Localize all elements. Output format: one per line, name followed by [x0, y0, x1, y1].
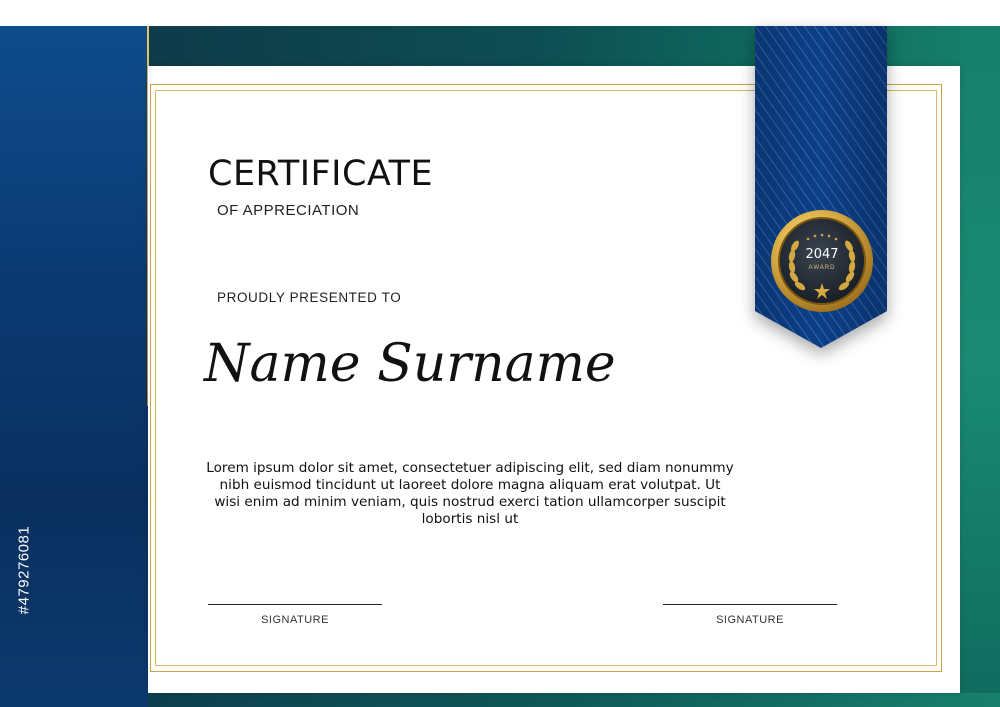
signature-line-right: [663, 604, 837, 605]
certificate-title: CERTIFICATE: [208, 154, 434, 194]
seal-year: 2047: [805, 247, 839, 262]
stock-id-text: #479276081: [15, 525, 33, 615]
right-teal-band: [960, 26, 1000, 707]
bottom-teal-band: [148, 693, 1000, 707]
stock-id-watermark: [12, 470, 36, 670]
presented-label: PROUDLY PRESENTED TO: [217, 290, 402, 305]
recipient-name: Name Surname: [204, 334, 616, 394]
signature-label-left: SIGNATURE: [261, 614, 329, 626]
certificate-body-text: Lorem ipsum dolor sit amet, consectetuer adipiscing elit, sed diam nonummy nibh euismod tincidunt ut laoreet dolore magna aliquam erat volutpat. Ut wisi enim ad minim veniam, quis nostrud exerci tation ullamcorper suscipit lobortis nisl ut: [206, 460, 734, 527]
signature-label-right: SIGNATURE: [716, 614, 784, 626]
signature-line-left: [208, 604, 382, 605]
seal-award-label: AWARD: [808, 265, 836, 271]
certificate-subtitle: OF APPRECIATION: [217, 202, 360, 219]
